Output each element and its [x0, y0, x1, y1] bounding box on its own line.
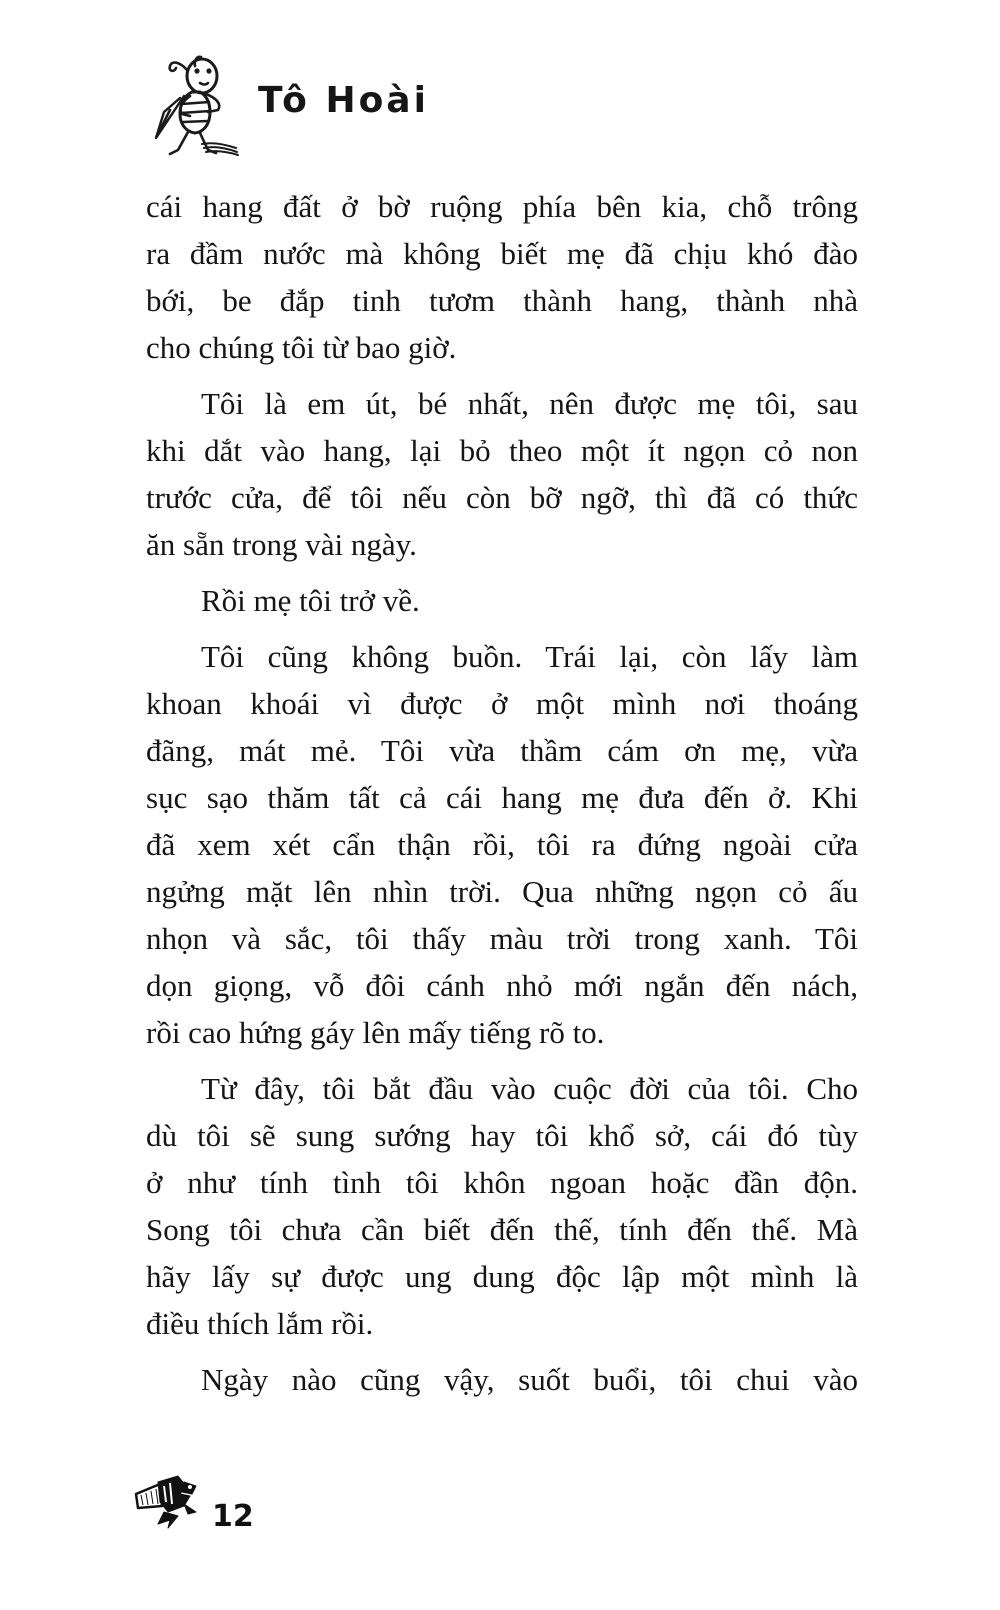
- paragraph: [146, 183, 858, 371]
- text-line: ở như tính tình tôi khôn ngoan hoặc đần độn.: [146, 1165, 858, 1200]
- text-block: [146, 183, 858, 1403]
- paragraph: [146, 1065, 858, 1347]
- text-line: Từ đây, tôi bắt đầu vào cuộc đời của tôi. Cho: [201, 1071, 858, 1106]
- text-line: Tôi là em út, bé nhất, nên được mẹ tôi, sau: [201, 386, 858, 421]
- paragraph: [146, 577, 858, 624]
- text-line: trước cửa, để tôi nếu còn bỡ ngỡ, thì đã có thức: [146, 480, 858, 515]
- text-line: khi dắt vào hang, lại bỏ theo một ít ngọn cỏ non: [146, 433, 858, 468]
- text-line: dọn giọng, vỗ đôi cánh nhỏ mới ngắn đến nách,: [146, 968, 858, 1003]
- text-line: rồi cao hứng gáy lên mấy tiếng rõ to.: [146, 1015, 605, 1050]
- cricket-illustration-icon: [140, 52, 240, 156]
- text-line: Rồi mẹ tôi trở về.: [201, 583, 420, 618]
- text-line: bới, be đắp tinh tươm thành hang, thành nhà: [146, 283, 858, 318]
- paragraph: [146, 1356, 858, 1403]
- text-line: Song tôi chưa cần biết đến thế, tính đến thế. Mà: [146, 1212, 858, 1247]
- text-line: đãng, mát mẻ. Tôi vừa thầm cám ơn mẹ, vừa: [146, 733, 858, 768]
- page-number: 12: [212, 1499, 254, 1534]
- text-line: Tôi cũng không buồn. Trái lại, còn lấy làm: [201, 639, 858, 674]
- paragraph: [146, 380, 858, 568]
- text-line: dù tôi sẽ sung sướng hay tôi khổ sở, cái đó tùy: [146, 1118, 858, 1153]
- text-line: đã xem xét cẩn thận rồi, tôi ra đứng ngoài cửa: [146, 827, 858, 862]
- text-line: sục sạo thăm tất cả cái hang mẹ đưa đến ở. Khi: [146, 780, 858, 815]
- text-line: khoan khoái vì được ở một mình nơi thoáng: [146, 686, 858, 721]
- text-line: ăn sẵn trong vài ngày.: [146, 527, 417, 562]
- text-line: Ngày nào cũng vậy, suốt buổi, tôi chui vào: [201, 1362, 858, 1397]
- text-line: cho chúng tôi từ bao giờ.: [146, 330, 457, 365]
- text-line: nhọn và sắc, tôi thấy màu trời trong xanh. Tôi: [146, 921, 858, 956]
- text-line: điều thích lắm rồi.: [146, 1306, 374, 1341]
- text-line: hãy lấy sự được ung dung độc lập một mình là: [146, 1259, 858, 1294]
- text-line: ra đầm nước mà không biết mẹ đã chịu khó đào: [146, 236, 858, 271]
- text-line: ngửng mặt lên nhìn trời. Qua những ngọn cỏ ấu: [146, 874, 858, 909]
- text-line: cái hang đất ở bờ ruộng phía bên kia, chỗ trông: [146, 189, 858, 224]
- author-name: Tô Hoài: [258, 79, 429, 121]
- paragraph: [146, 633, 858, 1056]
- page-footer: [134, 1472, 254, 1534]
- page-header: [140, 52, 429, 156]
- cricket-footer-mark-icon: [134, 1472, 208, 1530]
